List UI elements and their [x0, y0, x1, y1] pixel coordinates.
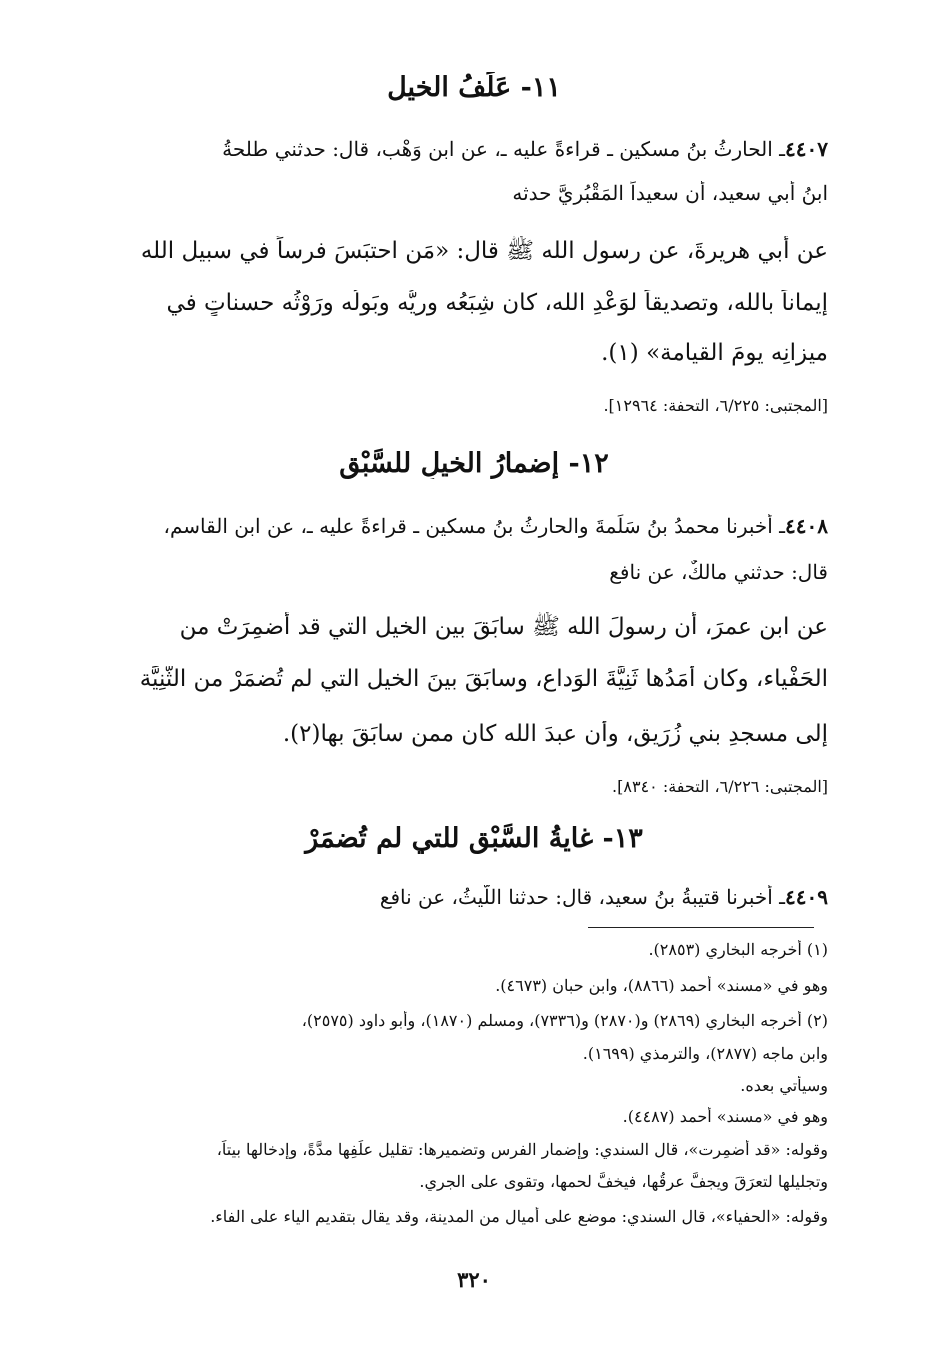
hadith-number-4408: ٤٤٠٨	[785, 514, 828, 538]
footnote-line: وقوله: «قد أُضمِرت»، قال السندي: وإضمار الفرس وتضميرها: تقليل علَفِها مدَّةً، وإدخالها بيتاً،	[216, 1140, 828, 1159]
footnote-line: وهو في «مسند» أحمد (٤٤٨٧).	[622, 1107, 828, 1126]
hadith-4407-matn-line-1: عن أبي هريرةَ، عن رسول الله ﷺ قال: «مَن احتبَسَ فرساً في سبيل الله	[140, 238, 828, 264]
isnad-text: ـ أخبرنا محمدُ بنُ سَلَمةَ والحارثُ بنُ مسكين ـ قراءةً عليه ـ، عن ابن القاسم،	[163, 514, 786, 538]
hadith-4408-matn-line-1: عن ابن عمرَ، أن رسولَ الله ﷺ سابَقَ بين الخيل التي قد أُضمِرَتْ من	[179, 614, 828, 640]
hadith-4408-reference: [المجتبى: ٦/٢٢٦، التحفة: ٨٣٤٠].	[612, 777, 828, 796]
hadith-4409-isnad-line-1	[108, 885, 828, 909]
hadith-4408-isnad-line-1	[108, 514, 828, 538]
section-heading-11: ١١- عَلَفُ الخيل	[387, 72, 561, 103]
section-heading-13: ١٣- غايةُ السَّبْقِ للتي لم تُضمَرْ	[305, 823, 643, 854]
page-number: ٣٢٠	[457, 1267, 491, 1292]
footnote-separator	[588, 927, 814, 928]
hadith-4407-isnad-line-2: ابنُ أبي سعيد، أن سعيداً المَقْبُريَّ حدثه	[512, 181, 828, 205]
footnote-line: وهو في «مسند» أحمد (٨٨٦٦)، وابن حبان (٤٦٧٣).	[495, 976, 828, 995]
footnote-line: وقوله: «الحفياء»، قال السندي: موضع على أميال من المدينة، وقد يقال بتقديم الياء على الفاء.	[210, 1207, 828, 1226]
hadith-number-4407: ٤٤٠٧	[785, 137, 828, 161]
footnote-line: (٢) أخرجه البخاري (٢٨٦٩) و(٢٨٧٠) و(٧٣٣٦)، ومسلم (١٨٧٠)، وأبو داود (٢٥٧٥)،	[301, 1011, 828, 1030]
hadith-4407-reference: [المجتبى: ٦/٢٢٥، التحفة: ١٢٩٦٤].	[603, 396, 828, 415]
hadith-4408-matn-line-3: إلى مسجدِ بني زُرَيقٍ، وأن عبدَ الله كان ممن سابَقَ بها(٢).	[282, 721, 828, 747]
hadith-4407-matn-line-3: ميزانِه يومَ القيامة» (١).	[601, 340, 828, 366]
section-heading-12: ١٢- إضمارُ الخيلِ للسَّبْقِ	[339, 448, 609, 479]
footnote-line: (١) أخرجه البخاري (٢٨٥٣).	[648, 940, 828, 959]
hadith-4407-isnad-line-1	[108, 137, 828, 161]
hadith-4408-isnad-line-2: قال: حدثني مالكٌ، عن نافع	[609, 560, 828, 584]
isnad-text: ـ الحارثُ بنُ مسكين ـ قراءةً عليه ـ، عن ابن وَهْب، قال: حدثني طلحةُ	[222, 137, 786, 161]
hadith-number-4409: ٤٤٠٩	[785, 885, 828, 909]
hadith-4407-matn-line-2: إيماناً بالله، وتصديقاً لوَعْدِ الله، كان شِبَعُه ورِيُّه وبَولُه ورَوْثُه حسناتٍ في	[166, 290, 828, 316]
footnote-line: وسيأتي بعده.	[740, 1076, 828, 1095]
footnote-line: وابن ماجه (٢٨٧٧)، والترمذي (١٦٩٩).	[582, 1044, 828, 1063]
hadith-4408-matn-line-2: الحَفْياء، وكان أَمَدُها ثَنِيَّةَ الوَداع، وسابَقَ بينَ الخيل التي لم تُضمَرْ من الثَّنِيَّة	[139, 666, 828, 692]
isnad-text: ـ أخبرنا قتيبةُ بنُ سعيد، قال: حدثنا اللَّيثُ، عن نافع	[379, 885, 786, 909]
footnote-line: وتجليلها لتعرَقَ ويجفَّ عرقُها، فيخفَّ لحمها، وتقوى على الجري.	[419, 1172, 828, 1191]
